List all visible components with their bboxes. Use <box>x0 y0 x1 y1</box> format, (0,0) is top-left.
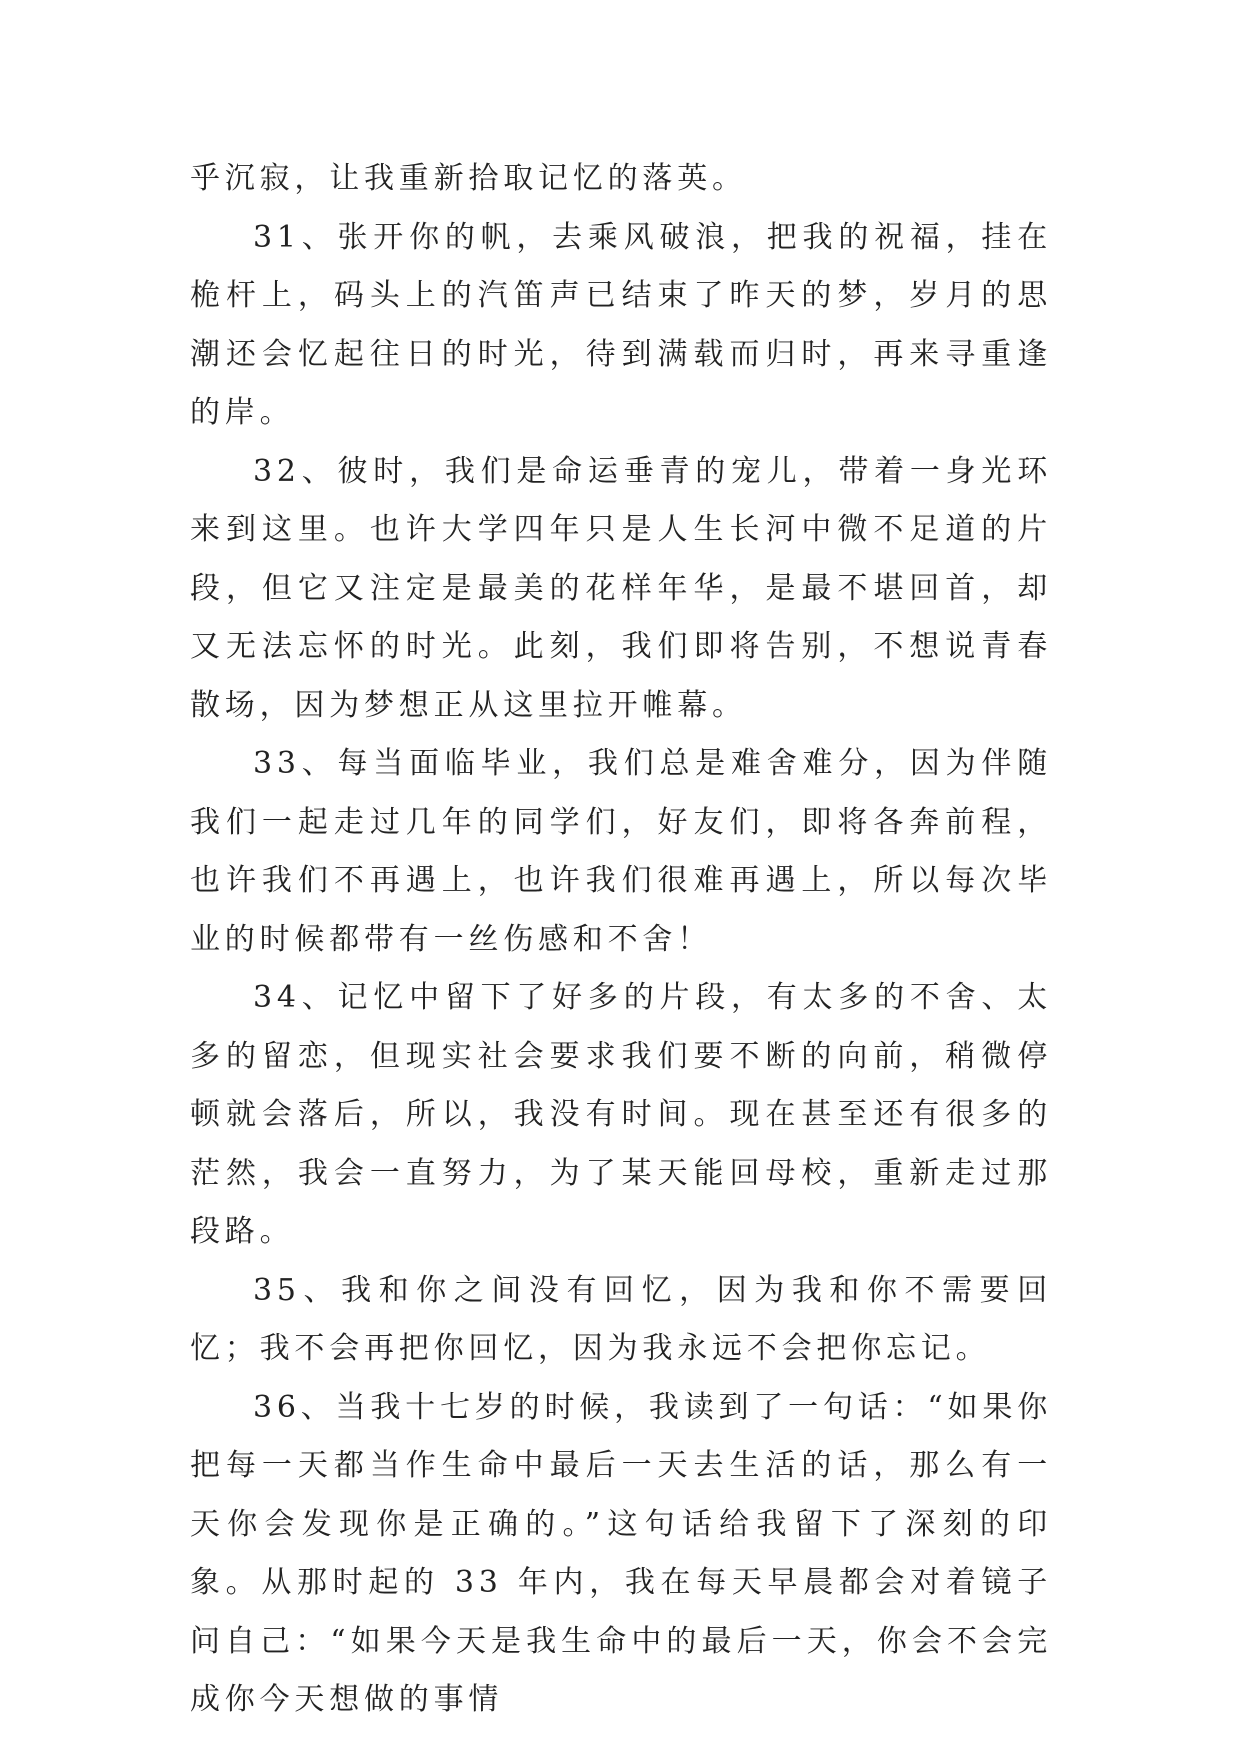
paragraph-36: 36、当我十七岁的时候，我读到了一句话：“如果你把每一天都当作生命中最后一天去生活的话，那么有一天你会发现你是正确的。”这句话给我留下了深刻的印象。从那时起的 33 年内，我在每天早晨都会对着镜子问自己：“如果今天是我生命中的最后一天，你会不会完成你今天想做的事情 <box>190 1389 1052 1717</box>
paragraph-continuation: 乎沉寂，让我重新拾取记忆的落英。 <box>190 161 747 196</box>
paragraph-33: 33、每当面临毕业，我们总是难舍难分，因为伴随我们一起走过几年的同学们，好友们，即将各奔前程，也许我们不再遇上，也许我们很难再遇上，所以每次毕业的时候都带有一丝伤感和不舍！ <box>190 746 1052 957</box>
paragraph-32: 32、彼时，我们是命运垂青的宠儿，带着一身光环来到这里。也许大学四年只是人生长河中微不足道的片段，但它又注定是最美的花样年华，是最不堪回首，却又无法忘怀的时光。此刻，我们即将告别，不想说青春散场，因为梦想正从这里拉开帷幕。 <box>190 453 1052 723</box>
document-body <box>190 150 1052 1730</box>
paragraph-31: 31、张开你的帆，去乘风破浪，把我的祝福，挂在桅杆上，码头上的汽笛声已结束了昨天的梦，岁月的思潮还会忆起往日的时光，待到满载而归时，再来寻重逢的岸。 <box>190 219 1052 430</box>
paragraph-34: 34、记忆中留下了好多的片段，有太多的不舍、太多的留恋，但现实社会要求我们要不断的向前，稍微停顿就会落后，所以，我没有时间。现在甚至还有很多的茫然，我会一直努力，为了某天能回母校，重新走过那段路。 <box>190 980 1052 1249</box>
paragraph-35: 35、我和你之间没有回忆，因为我和你不需要回忆；我不会再把你回忆，因为我永远不会把你忘记。 <box>190 1272 1052 1366</box>
